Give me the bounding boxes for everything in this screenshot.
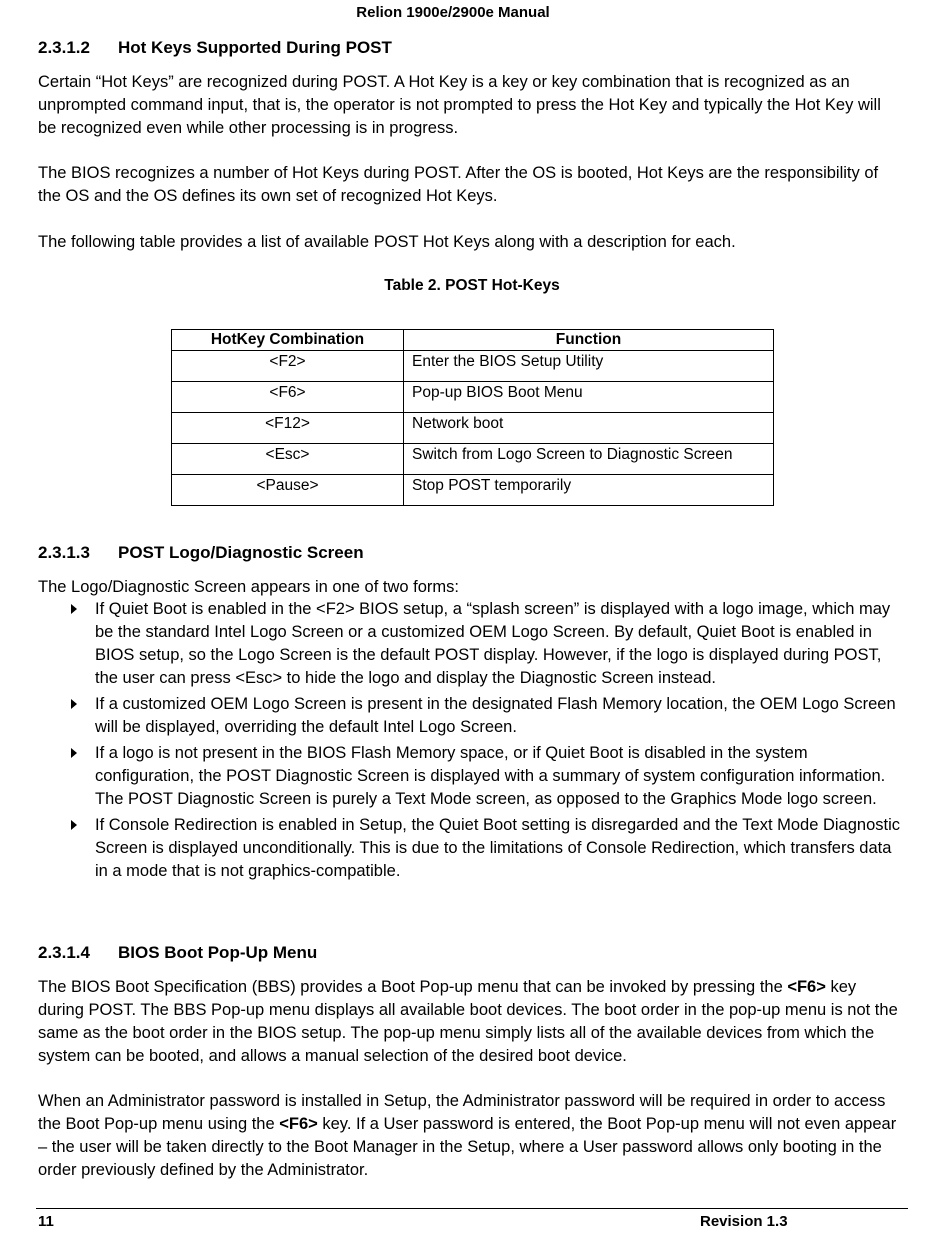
- paragraph-text: key. If a User password is entered, the Boot Pop-up menu will not even appear – the user will be taken directly to the Boot Manager in the Setup, where a User password allows only booting in the order previously defined by the Administrator.: [38, 1115, 897, 1179]
- paragraph: The BIOS recognizes a number of Hot Keys during POST. After the OS is booted, Hot Keys are the responsibility of the OS and the OS defines its own set of recognized Hot Keys.: [38, 164, 879, 205]
- section-title: Hot Keys Supported During POST: [118, 38, 392, 57]
- table-row: [172, 382, 774, 413]
- section-number: 2.3.1.2: [38, 38, 90, 57]
- hotkeys-table: [171, 329, 774, 506]
- list-item-text: If Quiet Boot is enabled in the <F2> BIOS setup, a “splash screen” is displayed with a logo image, which may be the standard Intel Logo Screen or a customized OEM Logo Screen. By default, Quiet Boot is enabled in BIOS setup, so the Logo Screen is the default POST display. However, if the logo is displayed during POST, the user can press <Esc> to hide the logo and display the Diagnostic Screen instead.: [95, 600, 891, 687]
- table-row: [172, 475, 774, 506]
- page-number: 11: [38, 1213, 54, 1230]
- triangle-bullet-icon: [71, 820, 77, 830]
- section-heading-hot-keys: [38, 38, 392, 58]
- paragraph-text: key during POST. The BBS Pop-up menu displays all available boot devices. The boot order in the pop-up menu is not the same as the boot order in the BIOS setup. The pop-up menu simply lists all of the available devices from which the system can be booted, and allows a manual selection of the desired boot device.: [38, 978, 898, 1065]
- list-item: [38, 742, 902, 811]
- triangle-bullet-icon: [71, 699, 77, 709]
- key-label: <F6>: [787, 978, 826, 996]
- hotkey-cell: <Pause>: [172, 475, 404, 506]
- list-item: [38, 693, 902, 739]
- function-cell: Switch from Logo Screen to Diagnostic Screen: [404, 444, 774, 475]
- table-caption: Table 2. POST Hot-Keys: [384, 277, 560, 294]
- table-header-row: [172, 330, 774, 351]
- list-item: [38, 598, 902, 690]
- hotkey-cell: <F2>: [172, 351, 404, 382]
- section-title: POST Logo/Diagnostic Screen: [118, 543, 364, 562]
- section-title: BIOS Boot Pop-Up Menu: [118, 943, 318, 962]
- key-label: <F6>: [279, 1115, 318, 1133]
- section-heading-logo-diagnostic: [38, 543, 364, 563]
- hotkey-cell: <Esc>: [172, 444, 404, 475]
- paragraph-text: The BIOS Boot Specification (BBS) provides a Boot Pop-up menu that can be invoked by pressing the: [38, 978, 788, 996]
- table-row: [172, 444, 774, 475]
- paragraph: The Logo/Diagnostic Screen appears in one of two forms:: [38, 578, 459, 596]
- function-cell: Enter the BIOS Setup Utility: [404, 351, 774, 382]
- column-header-function: Function: [404, 330, 774, 351]
- hotkey-cell: <F6>: [172, 382, 404, 413]
- list-item-text: If Console Redirection is enabled in Setup, the Quiet Boot setting is disregarded and the Text Mode Diagnostic Screen is displayed unconditionally. This is due to the limitations of Console Redirection, which transfers data in a mode that is not graphics-compatible.: [95, 816, 901, 880]
- footer-divider: [36, 1208, 908, 1209]
- section-number: 2.3.1.4: [38, 943, 90, 962]
- list-item-text: If a logo is not present in the BIOS Flash Memory space, or if Quiet Boot is disabled in the system configuration, the POST Diagnostic Screen is displayed with a summary of system configuration information. The POST Diagnostic Screen is purely a Text Mode screen, as opposed to the Graphics Mode logo screen.: [95, 744, 886, 808]
- function-cell: Stop POST temporarily: [404, 475, 774, 506]
- column-header-hotkey: HotKey Combination: [172, 330, 404, 351]
- function-cell: Pop-up BIOS Boot Menu: [404, 382, 774, 413]
- hotkey-cell: <F12>: [172, 413, 404, 444]
- paragraph: Certain “Hot Keys” are recognized during POST. A Hot Key is a key or key combination that is recognized as an unprompted command input, that is, the operator is not prompted to press the Hot Key and typically the Hot Key will be recognized even while other processing is in progress.: [38, 73, 881, 137]
- list-item: [38, 814, 902, 883]
- bullet-list: [38, 598, 902, 886]
- table-row: [172, 413, 774, 444]
- triangle-bullet-icon: [71, 604, 77, 614]
- table-row: [172, 351, 774, 382]
- document-header-title: Relion 1900e/2900e Manual: [356, 4, 550, 21]
- paragraph: [38, 1090, 900, 1182]
- revision-label: Revision 1.3: [700, 1213, 788, 1230]
- paragraph-text: When an Administrator password is installed in Setup, the Administrator password will be required in order to access the Boot Pop-up menu using the: [38, 1092, 886, 1133]
- triangle-bullet-icon: [71, 748, 77, 758]
- paragraph: [38, 976, 900, 1068]
- function-cell: Network boot: [404, 413, 774, 444]
- section-heading-boot-popup: [38, 943, 317, 963]
- section-number: 2.3.1.3: [38, 543, 90, 562]
- list-item-text: If a customized OEM Logo Screen is present in the designated Flash Memory location, the OEM Logo Screen will be displayed, overriding the default Intel Logo Screen.: [95, 695, 896, 736]
- paragraph: The following table provides a list of available POST Hot Keys along with a description for each.: [38, 233, 736, 251]
